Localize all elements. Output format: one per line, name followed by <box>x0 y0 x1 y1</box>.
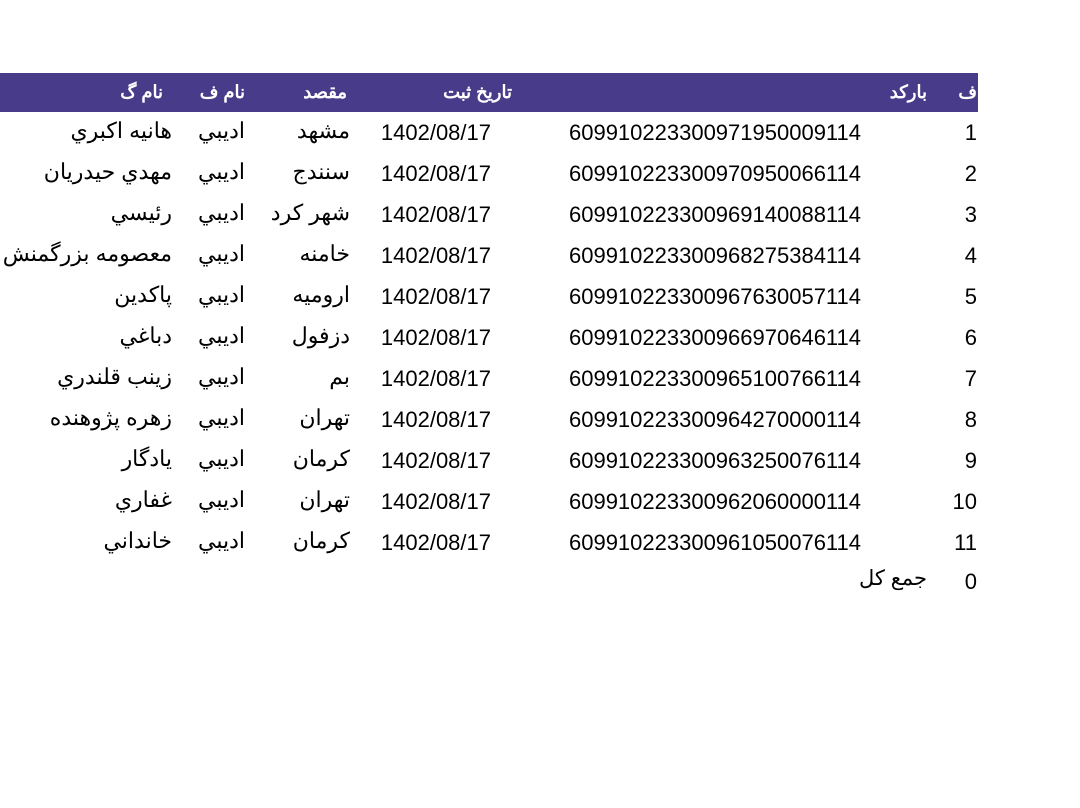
barcode-cell: 609910223300962060000114 <box>568 489 861 514</box>
destination-cell: كرمان <box>292 528 350 553</box>
row-number: 1 <box>964 120 977 145</box>
barcode-cell: 609910223300963250076114 <box>568 448 861 473</box>
given-name-cell: زهره پژوهنده <box>49 405 172 430</box>
family-name-cell: اديبي <box>197 241 245 266</box>
family-name-cell: اديبي <box>197 528 245 553</box>
total-label: جمع کل <box>858 567 927 590</box>
row-number: 7 <box>964 366 977 391</box>
date-cell: 1402/08/17 <box>380 489 491 514</box>
given-name-cell: يادگار <box>121 446 172 471</box>
row-number: 2 <box>964 161 977 186</box>
date-cell: 1402/08/17 <box>380 407 491 432</box>
date-cell: 1402/08/17 <box>380 243 491 268</box>
date-cell: 1402/08/17 <box>380 161 491 186</box>
barcode-cell: 609910223300970950066114 <box>568 161 861 186</box>
total-value: 0 <box>964 569 977 594</box>
destination-cell: مشهد <box>296 118 350 143</box>
date-cell: 1402/08/17 <box>380 284 491 309</box>
destination-cell: اروميه <box>292 282 350 307</box>
given-name-cell: زينب قلندري <box>57 364 172 389</box>
row-number: 11 <box>954 530 977 555</box>
row-number: 5 <box>964 284 977 309</box>
family-name-cell: اديبي <box>197 282 245 307</box>
barcode-cell: 609910223300966970646114 <box>568 325 861 350</box>
family-name-cell: اديبي <box>197 159 245 184</box>
barcode-cell: 609910223300967630057114 <box>568 284 861 309</box>
row-number: 6 <box>964 325 977 350</box>
destination-cell: شهر کرد <box>270 200 350 225</box>
header-given-name: نام گ <box>120 82 163 102</box>
family-name-cell: اديبي <box>197 118 245 143</box>
destination-cell: سنندج <box>292 159 350 184</box>
date-cell: 1402/08/17 <box>380 202 491 227</box>
given-name-cell: مهدي حيدريان <box>43 159 172 184</box>
date-cell: 1402/08/17 <box>380 448 491 473</box>
date-cell: 1402/08/17 <box>380 366 491 391</box>
given-name-cell: غفاري <box>114 487 172 512</box>
destination-cell: تهران <box>299 487 350 512</box>
date-cell: 1402/08/17 <box>380 325 491 350</box>
barcode-cell: 609910223300965100766114 <box>568 366 861 391</box>
row-number: 9 <box>964 448 977 473</box>
date-cell: 1402/08/17 <box>380 120 491 145</box>
given-name-cell: خانداني <box>103 528 172 553</box>
barcode-cell: 609910223300968275384114 <box>568 243 861 268</box>
header-date: تاریخ ثبت <box>443 82 512 102</box>
destination-cell: كرمان <box>292 446 350 471</box>
given-name-cell: پاكدين <box>114 282 172 307</box>
row-number: 4 <box>964 243 977 268</box>
given-name-cell: دباغي <box>119 323 172 348</box>
destination-cell: دزفول <box>291 323 350 348</box>
destination-cell: بم <box>329 364 350 389</box>
family-name-cell: اديبي <box>197 446 245 471</box>
destination-cell: تهران <box>299 405 350 430</box>
header-family-name: نام ف <box>199 82 245 102</box>
header-destination: مقصد <box>303 82 347 102</box>
family-name-cell: اديبي <box>197 323 245 348</box>
barcode-cell: 609910223300969140088114 <box>568 202 861 227</box>
header-row-no: ف <box>958 82 977 102</box>
barcode-cell: 609910223300961050076114 <box>568 530 861 555</box>
family-name-cell: اديبي <box>197 200 245 225</box>
given-name-cell: هانيه اكبري <box>70 118 172 143</box>
given-name-cell: معصومه بزرگمنش <box>2 241 172 266</box>
barcode-cell: 609910223300971950009114 <box>568 120 861 145</box>
row-number: 8 <box>964 407 977 432</box>
date-cell: 1402/08/17 <box>380 530 491 555</box>
family-name-cell: اديبي <box>197 364 245 389</box>
family-name-cell: اديبي <box>197 405 245 430</box>
row-number: 3 <box>964 202 977 227</box>
given-name-cell: رئيسي <box>110 200 172 225</box>
family-name-cell: اديبي <box>197 487 245 512</box>
barcode-cell: 609910223300964270000114 <box>568 407 861 432</box>
header-barcode: بارکد <box>889 82 927 102</box>
row-number: 10 <box>952 489 977 514</box>
destination-cell: خامنه <box>299 241 350 266</box>
